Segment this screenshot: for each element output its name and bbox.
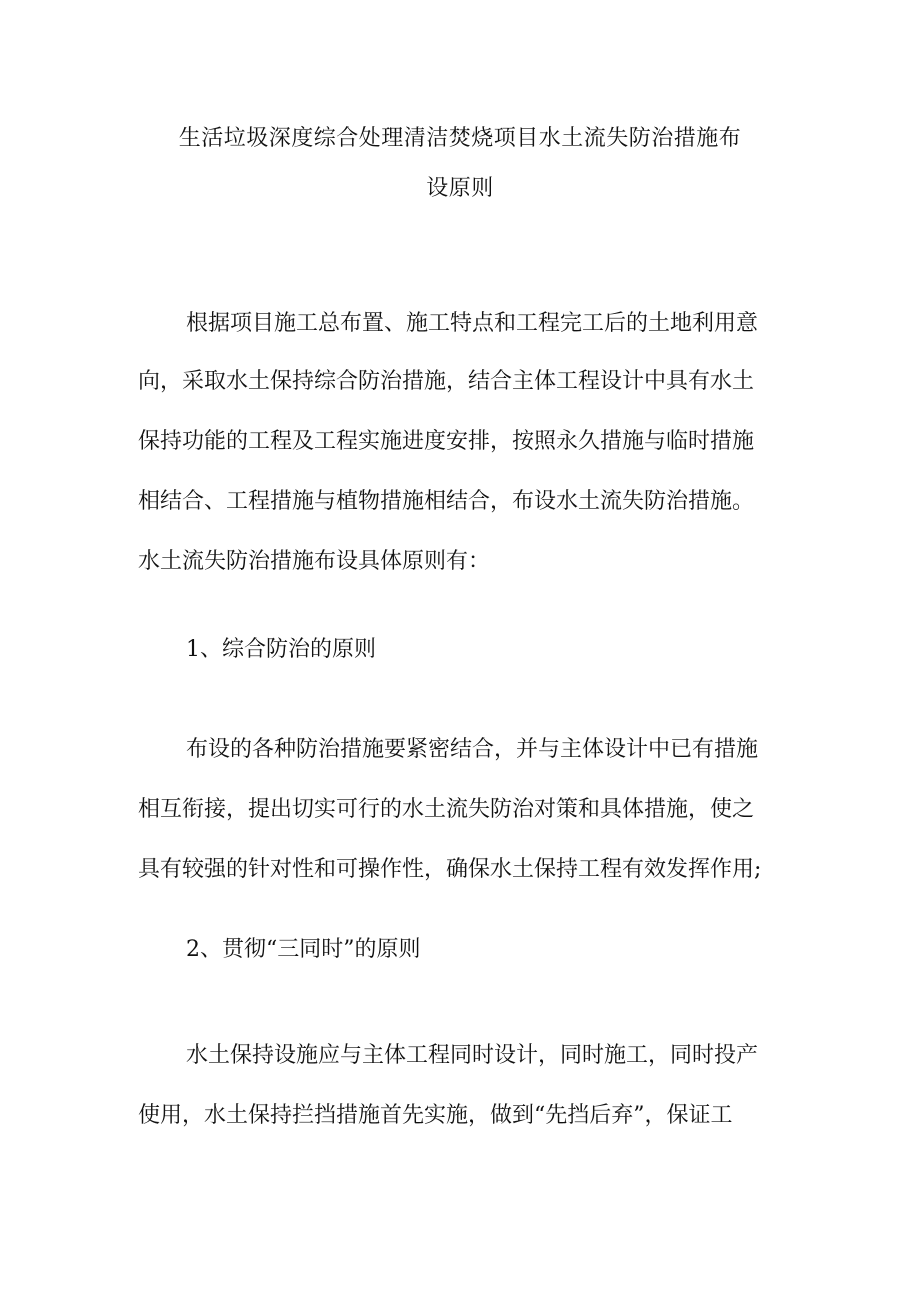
paragraph-2-line-1: 布设的各种防治措施要紧密结合，并与主体设计中已有措施 (186, 737, 759, 762)
paragraph-3-line-1: 水土保持设施应与主体工程同时设计，同时施工，同时投产 (186, 1043, 759, 1068)
paragraph-2-line-3: 具有较强的针对性和可操作性，确保水土保持工程有效发挥作用; (138, 857, 762, 882)
document-title-line-2: 设原则 (426, 176, 494, 201)
paragraph-2-line-2: 相互衔接，提出切实可行的水土流失防治对策和具体措施，使之 (138, 797, 755, 822)
paragraph-1-line-1: 根据项目施工总布置、施工特点和工程完工后的土地利用意 (186, 311, 759, 336)
paragraph-1-line-5: 水土流失防治措施布设具体原则有： (138, 549, 491, 574)
paragraph-1-line-4: 相结合、工程措施与植物措施相结合，布设水土流失防治措施。 (138, 489, 755, 514)
paragraph-1-line-3: 保持功能的工程及工程实施进度安排，按照永久措施与临时措施 (138, 429, 755, 454)
paragraph-1-line-2: 向，采取水土保持综合防治措施，结合主体工程设计中具有水土 (138, 369, 755, 394)
section-heading-1: 1、综合防治的原则 (186, 637, 376, 662)
section-heading-2: 2、贯彻“三同时”的原则 (186, 937, 421, 962)
paragraph-3-line-2: 使用，水土保持拦挡措施首先实施，做到“先挡后弃”，保证工 (138, 1103, 733, 1128)
document-title-line-1: 生活垃圾深度综合处理清洁焚烧项目水土流失防治措施布 (178, 126, 742, 151)
